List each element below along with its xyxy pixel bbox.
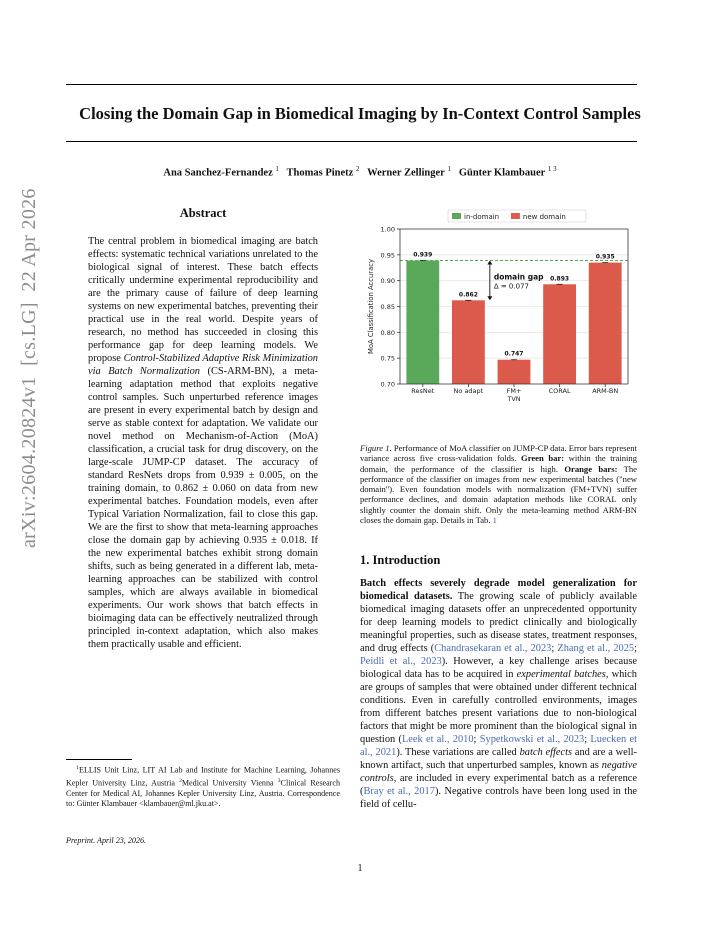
gap-annotation-title: domain gap	[493, 272, 544, 282]
emphasis: experimental batches	[516, 669, 606, 680]
legend-swatch	[511, 213, 520, 219]
abstract-text: (CS-ARM-BN), a meta-learning adaptation method that exploits negative control samples. Such unperturbed reference images are present in every experimental batch by design and serve as stable context for adaptation. We validate our novel method on Mechanism-of-Action (MoA) classification, a crucial task for drug discovery, on the large-scale JUMP-CP dataset. The accuracy of standard ResNets drops from 0.939 ± 0.005, on the training domain, to 0.862 ± 0.060 on data from new experimental batches. Foundation models, even after Typical Variation Normalization, fail to close this gap. We are the first to show that meta-learning approaches close the domain gap by achieving 0.935 ± 0.018. If the new experimental batches exhibit strong domain shifts, such as being generated in a different lab, meta-learning approaches can be stabilized with control samples, which are always available in biomedical experiments. Our work shows that batch effects in bioimaging data can be effectively neutralized through principled in-context adaptation, which also makes them practically usable and efficient.	[88, 366, 318, 650]
caption-text: The performance of the classifier on images from new experimental batches ("new domain"). Even foundation models with normalization (FM+TVN) suffer performance declines, and domain adaptation methods like CORAL only slightly counter the domain shift. Only the meta-learning method ARM-BN closes the domain gap. Details in Tab.	[360, 463, 637, 526]
footnote-marker: 1	[76, 765, 80, 771]
citation-link[interactable]: Leek et al., 2010	[401, 734, 474, 745]
abstract-heading: Abstract	[179, 206, 227, 220]
caption-text: within the training domain, the performance of the classifier is high.	[360, 453, 637, 474]
intro-text: The growing scale of publicly available biomedical imaging datasets offer an unprecedented opportunity for deep learning models to predict clinically and biologically meaningful properties, such as disease states, treatment responses, and drug effects (	[360, 591, 637, 654]
gap-annotation-value: Δ = 0.077	[493, 282, 529, 291]
y-tick-label: 0.85	[380, 303, 395, 311]
bar	[543, 284, 576, 384]
table-link[interactable]: 1	[492, 515, 497, 526]
caption-label: Figure 1.	[360, 443, 392, 453]
introduction-body: Batch effects severely degrade model generalization for biomedical datasets. The growing scale of publicly available biomedical imaging datasets offer an unprecedented opportunity for deep learning models to predict clinically and biologically meaningful properties, such as disease states, treatment responses, and drug effects (Chandrasekaran et al., 2023; Zhang et al., 2025; Peidli et al., 2023). However, a key challenge arises because biological data has to be acquired in experimental batches, which are groups of samples that were obtained under different technical conditions. Even in carefully controlled environments, images from different batches present variations due to non-biological factors that might be more prominent than the biological signal in question (Leek et al., 2010; Sypetkowski et al., 2023; Luecken et al., 2021). These variations are called batch effects and are a well-known artifact, such that unperturbed samples, known as negative controls, are included in every experimental batch as a reference (Bray et al., 2017). Negative controls have been long used in the field of cellu-	[360, 578, 637, 810]
intro-text: ). However, a key challenge arises because biological data has to be acquired in	[360, 656, 637, 680]
arxiv-identifier: arXiv:2604.20824v1 [cs.LG] 22 Apr 2026	[18, 188, 40, 548]
intro-text: ). Negative controls have been long used in the field of cellu-	[360, 786, 637, 810]
x-tick-label: CORAL	[548, 387, 571, 395]
intro-text: ). These variations are called	[396, 747, 520, 758]
bar	[498, 360, 531, 384]
figure-1-chart	[356, 204, 636, 432]
author-name: Werner Zellinger	[367, 167, 445, 179]
y-tick-label: 0.95	[380, 251, 395, 260]
preprint-note: Preprint. April 23, 2026.	[66, 836, 147, 845]
chart-bars	[406, 252, 621, 384]
chart-legend	[448, 210, 586, 222]
footnote-text: Medical University Vienna	[181, 778, 278, 788]
citation-link[interactable]: Bray et al., 2017	[363, 786, 435, 797]
page-number: 1	[357, 863, 363, 874]
legend-label: new domain	[522, 212, 566, 221]
bar-value-label: 0.747	[504, 350, 524, 358]
bar-value-label: 0.893	[550, 275, 570, 283]
legend-label: in-domain	[464, 212, 500, 221]
citation-link[interactable]: Luecken et al., 2021	[360, 734, 637, 758]
author-name: Thomas Pinetz	[286, 167, 354, 179]
footnote-rule	[66, 759, 132, 760]
caption-bold: Green bar:	[521, 453, 565, 464]
citation-link[interactable]: Sypetkowski et al., 2023	[479, 734, 585, 745]
paper-title: Closing the Domain Gap in Biomedical Imaging by In-Context Control Samples	[79, 104, 641, 123]
intro-text: , are included in every experimental batch as a reference (	[360, 773, 637, 797]
y-axis-label: MoA Classification Accuracy	[367, 259, 375, 354]
legend-swatch	[452, 213, 461, 219]
citation-link[interactable]: Peidli et al., 2023	[360, 656, 442, 667]
bar	[406, 261, 439, 384]
y-tick-label: 0.75	[380, 354, 395, 363]
author-affiliation: 1 3	[547, 165, 557, 173]
bar-value-label: 0.935	[595, 253, 615, 261]
y-tick-label: 1.00	[380, 225, 395, 234]
footnote-text: Clinical Research Center for Medical AI, Johannes Kepler University Linz, Austria. Correspondence to: Günter Klambauer <klambauer@ml.jku.at>.	[66, 778, 340, 808]
footnote-text: ELLIS Unit Linz, LIT AI Lab and Institute for Machine Learning, Johannes Kepler University Linz, Austria	[66, 765, 340, 788]
chart-annotation	[487, 261, 544, 301]
gap-arrow-head-up	[487, 261, 492, 265]
bar	[452, 300, 485, 384]
footnote-marker: 2	[179, 777, 182, 784]
paragraph-lead: Batch effects severely degrade model generalization for biomedical datasets.	[360, 578, 637, 602]
citation-link[interactable]: Zhang et al., 2025	[557, 643, 635, 654]
gap-arrow-head-down	[487, 296, 492, 300]
caption-bold: Orange bars:	[564, 463, 618, 474]
affiliation-footnote	[66, 763, 340, 809]
bar-value-label: 0.939	[413, 251, 433, 259]
citation-link[interactable]: Chandrasekaran et al., 2023	[434, 643, 552, 654]
y-tick-label: 0.70	[380, 380, 395, 389]
y-tick-label: 0.90	[380, 277, 395, 286]
figure-1-caption	[360, 443, 637, 525]
emphasis: batch effects	[519, 747, 573, 758]
x-tick-label: FM+	[506, 387, 522, 395]
x-tick-label: No adapt	[453, 387, 484, 395]
y-tick-label: 0.80	[380, 328, 395, 337]
method-name: Control-Stabilized Adaptive Risk Minimization via Batch Normalization	[88, 353, 318, 377]
caption-text: Performance of MoA classifier on JUMP-CP data. Error bars represent variance across five cross-validation folds.	[360, 443, 637, 464]
footnote-marker: 3	[277, 777, 281, 784]
intro-text: and are a well-known artifact, such that unperturbed samples, known as	[360, 747, 637, 771]
bar-value-label: 0.862	[458, 291, 478, 299]
bar	[589, 263, 622, 384]
author-name: Günter Klambauer	[458, 167, 546, 179]
section-heading: 1. Introduction	[360, 553, 441, 567]
emphasis: negative controls	[360, 760, 637, 784]
author-affiliation: 2	[355, 165, 360, 173]
author-list	[40, 165, 680, 179]
abstract-text: The central problem in biomedical imaging are batch effects: systematic technical variations unrelated to the biological signal of interest. These batch effects critically undermine experimental reproducibility and are the primary cause of failure of deep learning systems on new experimental batches, preventing their practical use in the real world. Despite years of research, no method has succeeded in closing this performance gap for deep learning models. We propose	[88, 236, 318, 364]
author-affiliation: 1	[275, 165, 279, 173]
title-bottom-rule	[66, 141, 637, 142]
abstract-body	[88, 235, 318, 651]
author-affiliation: 1	[447, 165, 451, 173]
x-tick-label: TVN	[507, 395, 521, 403]
title-top-rule	[66, 84, 637, 85]
x-tick-label: ARM-BN	[592, 387, 619, 395]
intro-text: , which are groups of samples that were obtained under different technical conditions. Even in carefully controlled environments, images from different batches present variations due to non-biological factors that might be more prominent than the biological signal in question (	[360, 669, 637, 745]
author-name: Ana Sanchez-Fernandez	[163, 167, 273, 179]
x-tick-label: ResNet	[411, 387, 435, 395]
